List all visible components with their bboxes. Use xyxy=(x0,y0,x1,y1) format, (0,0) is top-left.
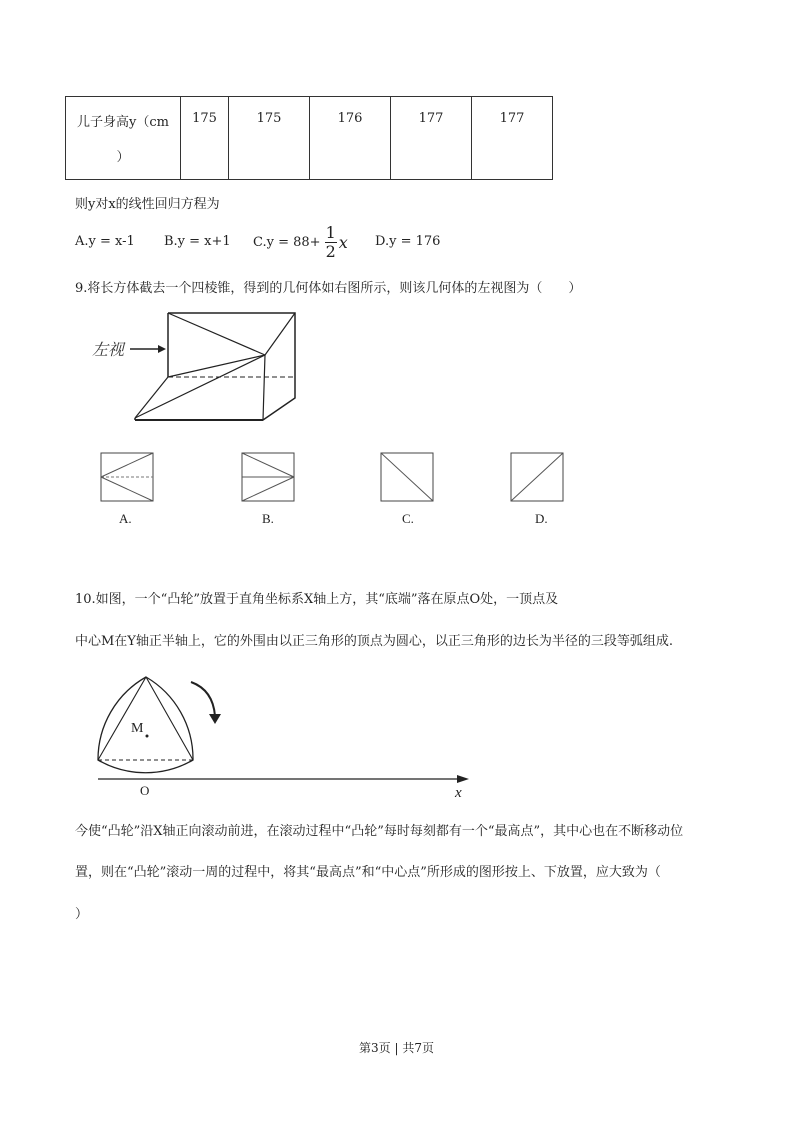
row-header-line2: ） xyxy=(116,150,130,165)
center-label: M xyxy=(131,721,144,736)
x-axis-arrow-icon xyxy=(457,775,469,783)
arrow-head-icon xyxy=(158,345,166,353)
table-cell xyxy=(391,97,472,180)
q8-option-b: B.y = x+1 xyxy=(164,234,231,249)
row-header-line1: 儿子身高y（cm xyxy=(77,115,169,130)
option-a-figure[interactable] xyxy=(100,452,156,504)
table-row xyxy=(66,97,553,180)
fraction-denominator: 2 xyxy=(325,241,336,261)
cell-value: 175 xyxy=(192,111,217,126)
option-d-label: D. xyxy=(535,511,548,526)
q9-prompt: 9.将长方体截去一个四棱锥，得到的几何体如右图所示，则该几何体的左视图为（ ） xyxy=(75,281,582,296)
q8-option-c-prefix: C.y = 88+ xyxy=(253,234,321,250)
page-footer: 第3页 | 共7页 xyxy=(359,1041,434,1055)
option-c-figure[interactable] xyxy=(380,452,436,504)
fraction xyxy=(325,224,337,261)
q8-option-d: D.y = 176 xyxy=(375,234,441,249)
height-table xyxy=(65,96,553,180)
left-view-label: 左视 xyxy=(92,340,125,359)
rotation-arrow-head-icon xyxy=(209,714,221,724)
center-point xyxy=(146,735,149,738)
fraction-numerator: 1 xyxy=(325,222,336,242)
cell-value: 175 xyxy=(256,111,282,126)
cuboid-drawing xyxy=(135,313,295,420)
q8-option-c xyxy=(253,220,348,264)
q10-line4: 置，则在“凸轮”滚动一周的过程中，将其“最高点”和“中心点”所形成的图形按上、下放置，应大致为（ xyxy=(75,865,661,880)
cell-value: 177 xyxy=(499,111,525,126)
row-header-cell xyxy=(66,97,181,180)
variable-x: x xyxy=(338,232,348,252)
q9-solid-figure xyxy=(80,305,310,430)
option-d-figure[interactable] xyxy=(510,452,566,504)
option-c-label: C. xyxy=(402,511,414,526)
q8-option-a: A.y = x-1 xyxy=(75,234,135,249)
q10-line3: 今使“凸轮”沿X轴正向滚动前进，在滚动过程中“凸轮”每时每刻都有一个“最高点”，其中心也在不断移动位 xyxy=(75,824,684,839)
table-cell xyxy=(229,97,310,180)
q10-line5: ） xyxy=(75,907,89,922)
x-axis-label: x xyxy=(455,785,462,800)
q10-line2: 中心M在Y轴正半轴上，它的外围由以正三角形的顶点为圆心，以正三角形的边长为半径的三段等弧组成. xyxy=(75,634,674,649)
table-cell xyxy=(181,97,229,180)
rotation-arrow-icon xyxy=(191,682,215,716)
cam-figure xyxy=(85,660,480,800)
origin-label: O xyxy=(140,783,150,798)
option-b-figure[interactable] xyxy=(241,452,297,504)
table-cell xyxy=(310,97,391,180)
option-b-label: B. xyxy=(262,511,274,526)
cell-value: 177 xyxy=(418,111,444,126)
cell-value: 176 xyxy=(337,111,363,126)
table-cell xyxy=(472,97,553,180)
q8-prompt: 则y对x的线性回归方程为 xyxy=(75,197,220,212)
q10-line1: 10.如图，一个“凸轮”放置于直角坐标系X轴上方，其“底端”落在原点O处，一顶点及 xyxy=(75,592,559,607)
reuleaux-cam xyxy=(98,677,193,773)
option-a-label: A. xyxy=(119,511,132,526)
